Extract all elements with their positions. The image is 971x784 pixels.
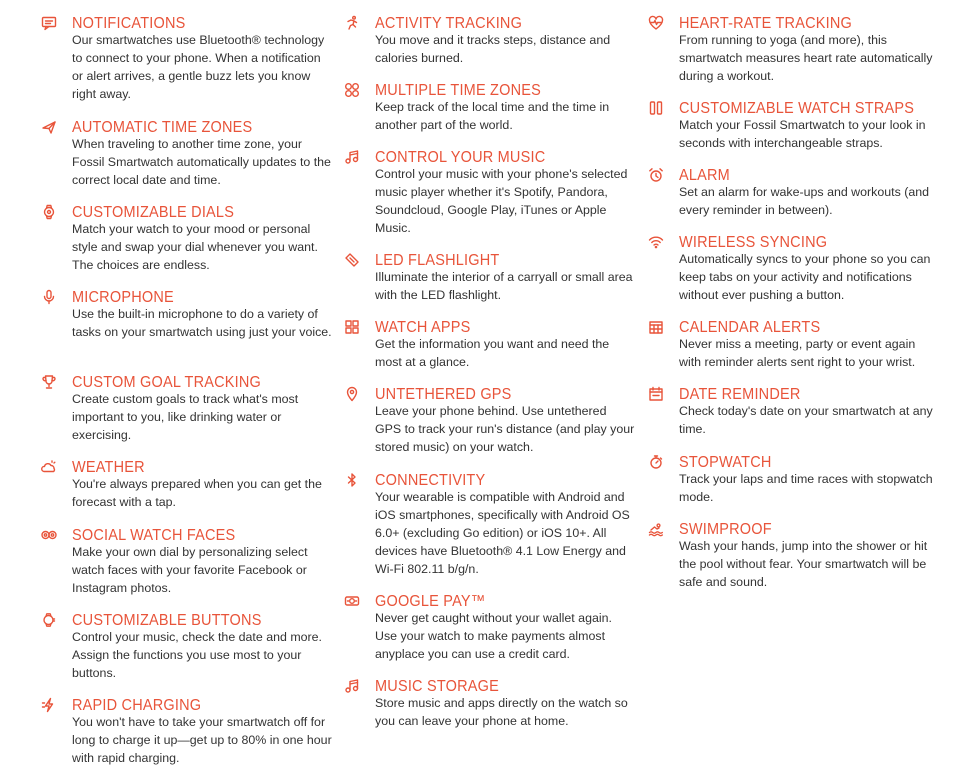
feature-google-pay [375, 592, 635, 663]
feature-description: Check today's date on your smartwatch at any time. [679, 404, 933, 436]
feature-description: Leave your phone behind. Use untethered GPS to track your run's distance (and play your stored music) on your watch. [375, 404, 635, 454]
feature-title: MULTIPLE TIME ZONES [375, 82, 542, 100]
feature-description: Make your own dial by personalizing select watch faces with your favorite Facebook or Instagram photos. [72, 545, 308, 595]
feature-description: Track your laps and time races with stopwatch mode. [679, 472, 933, 504]
feature-multiple-time-zones [375, 81, 635, 134]
feature-untethered-gps [375, 385, 635, 456]
feature-description: Control your music with your phone's selected music player whether it's Spotify, Pandora, Soundcloud, Google Play, iTunes or Apple Music. [375, 167, 628, 235]
feature-title: SOCIAL WATCH FACES [72, 527, 236, 545]
feature-customizable-dials [72, 203, 332, 274]
feature-notifications [72, 14, 332, 103]
feature-title: CONTROL YOUR MUSIC [375, 149, 546, 167]
feature-title: HEART-RATE TRACKING [679, 15, 852, 33]
feature-description: Automatically syncs to your phone so you can keep tabs on your activity and notifications without ever pushing a button. [679, 252, 931, 302]
feature-title: CUSTOMIZABLE WATCH STRAPS [679, 100, 915, 118]
chat-icon [40, 14, 58, 32]
feature-description: Keep track of the local time and the time in another part of the world. [375, 100, 610, 132]
feature-description: Get the information you want and need the most at a glance. [375, 337, 610, 369]
feature-title: CONNECTIVITY [375, 472, 486, 490]
feature-title: WATCH APPS [375, 319, 471, 337]
feature-microphone [72, 288, 332, 341]
feature-date-reminder [679, 385, 939, 438]
swimmer-icon [647, 520, 665, 538]
feature-description: Never miss a meeting, party or event again with reminder alerts sent right to your wrist. [679, 337, 916, 369]
feature-description: Match your Fossil Smartwatch to your look in seconds with interchangeable straps. [679, 118, 926, 150]
microphone-icon [40, 288, 58, 306]
music-storage-icon [343, 677, 361, 695]
strap-icon [647, 99, 665, 117]
watch-dial-icon [40, 203, 58, 221]
feature-stopwatch [679, 453, 939, 506]
feature-description: Your wearable is compatible with Android and iOS smartphones, specifically with Android OS 6.0+ (excluding Go edition) or iOS 10+. All devices have Bluetooth® 4.1 Low Energy and Wi-Fi 802.11 b/g/n. [375, 490, 630, 576]
wifi-icon [647, 233, 665, 251]
lightning-icon [40, 696, 58, 714]
feature-heart-rate-tracking [679, 14, 939, 85]
feature-watch-apps [375, 318, 635, 371]
feature-description: Our smartwatches use Bluetooth® technology to connect to your phone. When a notification or alert arrives, a gentle buzz lets you know right away. [72, 33, 325, 101]
feature-led-flashlight [375, 251, 635, 304]
feature-music-storage [375, 677, 635, 730]
feature-description: You're always prepared when you can get the forecast with a tap. [72, 477, 322, 509]
feature-title: ACTIVITY TRACKING [375, 15, 523, 33]
feature-title: MICROPHONE [72, 289, 174, 307]
date-icon [647, 385, 665, 403]
feature-title: ALARM [679, 167, 730, 185]
feature-title: NOTIFICATIONS [72, 15, 186, 33]
feature-description: Store music and apps directly on the watch so you can leave your phone at home. [375, 696, 628, 728]
feature-title: DATE REMINDER [679, 386, 801, 404]
feature-description: Illuminate the interior of a carryall or small area with the LED flashlight. [375, 270, 633, 302]
flashlight-icon [343, 251, 361, 269]
feature-activity-tracking [375, 14, 635, 67]
feature-title: LED FLASHLIGHT [375, 252, 500, 270]
feature-description: When traveling to another time zone, your Fossil Smartwatch automatically updates to the correct local date and time. [72, 137, 331, 187]
feature-calendar-alerts [679, 318, 939, 371]
weather-icon [40, 458, 58, 476]
feature-description: Match your watch to your mood or personal style and swap your dial whenever you want. The choices are endless. [72, 222, 318, 272]
watch-button-icon [40, 611, 58, 629]
feature-connectivity [375, 471, 635, 578]
feature-title: WEATHER [72, 459, 145, 477]
feature-description: Wash your hands, jump into the shower or hit the pool without fear. Your smartwatch will be safe and sound. [679, 539, 928, 589]
feature-title: CUSTOMIZABLE BUTTONS [72, 612, 262, 630]
running-icon [343, 14, 361, 32]
feature-description: You move and it tracks steps, distance and calories burned. [375, 33, 611, 65]
music-note-icon [343, 148, 361, 166]
feature-description: Set an alarm for wake-ups and workouts (and every reminder in between). [679, 185, 930, 217]
feature-description: You won't have to take your smartwatch off for long to charge it up—get up to 80% in one hour with rapid charging. [72, 715, 332, 765]
feature-title: GOOGLE PAY™ [375, 593, 486, 611]
feature-swimproof [679, 520, 939, 591]
feature-title: AUTOMATIC TIME ZONES [72, 119, 253, 137]
feature-title: UNTETHERED GPS [375, 386, 512, 404]
trophy-icon [40, 373, 58, 391]
feature-customizable-buttons [72, 611, 332, 682]
feature-control-your-music [375, 148, 635, 237]
feature-automatic-time-zones [72, 118, 332, 189]
feature-title: SWIMPROOF [679, 521, 772, 539]
alarm-clock-icon [647, 166, 665, 184]
feature-social-watch-faces [72, 526, 332, 597]
location-pin-icon [343, 385, 361, 403]
apps-grid-icon [343, 318, 361, 336]
heart-rate-icon [647, 14, 665, 32]
feature-title: CUSTOMIZABLE DIALS [72, 204, 235, 222]
feature-title: STOPWATCH [679, 454, 772, 472]
wallet-watch-icon [343, 592, 361, 610]
feature-customizable-watch-straps [679, 99, 939, 152]
feature-description: Use the built-in microphone to do a variety of tasks on your smartwatch using just your voice. [72, 307, 332, 339]
feature-alarm [679, 166, 939, 219]
feature-custom-goal-tracking [72, 373, 332, 444]
feature-description: Create custom goals to track what's most important to you, like drinking water or exercising. [72, 392, 299, 442]
feature-weather [72, 458, 332, 511]
feature-title: WIRELESS SYNCING [679, 234, 828, 252]
feature-title: CALENDAR ALERTS [679, 319, 821, 337]
stopwatch-icon [647, 453, 665, 471]
globe-grid-icon [343, 81, 361, 99]
social-faces-icon [40, 526, 58, 544]
bluetooth-icon [343, 471, 361, 489]
plane-icon [40, 118, 58, 136]
feature-title: MUSIC STORAGE [375, 678, 499, 696]
feature-title: CUSTOM GOAL TRACKING [72, 374, 262, 392]
feature-title: RAPID CHARGING [72, 697, 202, 715]
feature-description: From running to yoga (and more), this smartwatch measures heart rate automatically during a workout. [679, 33, 933, 83]
feature-description: Never get caught without your wallet again. Use your watch to make payments almost anyplace you can use a credit card. [375, 611, 612, 661]
feature-rapid-charging [72, 696, 332, 767]
feature-wireless-syncing [679, 233, 939, 304]
feature-description: Control your music, check the date and more. Assign the functions you use most to your buttons. [72, 630, 322, 680]
calendar-icon [647, 318, 665, 336]
